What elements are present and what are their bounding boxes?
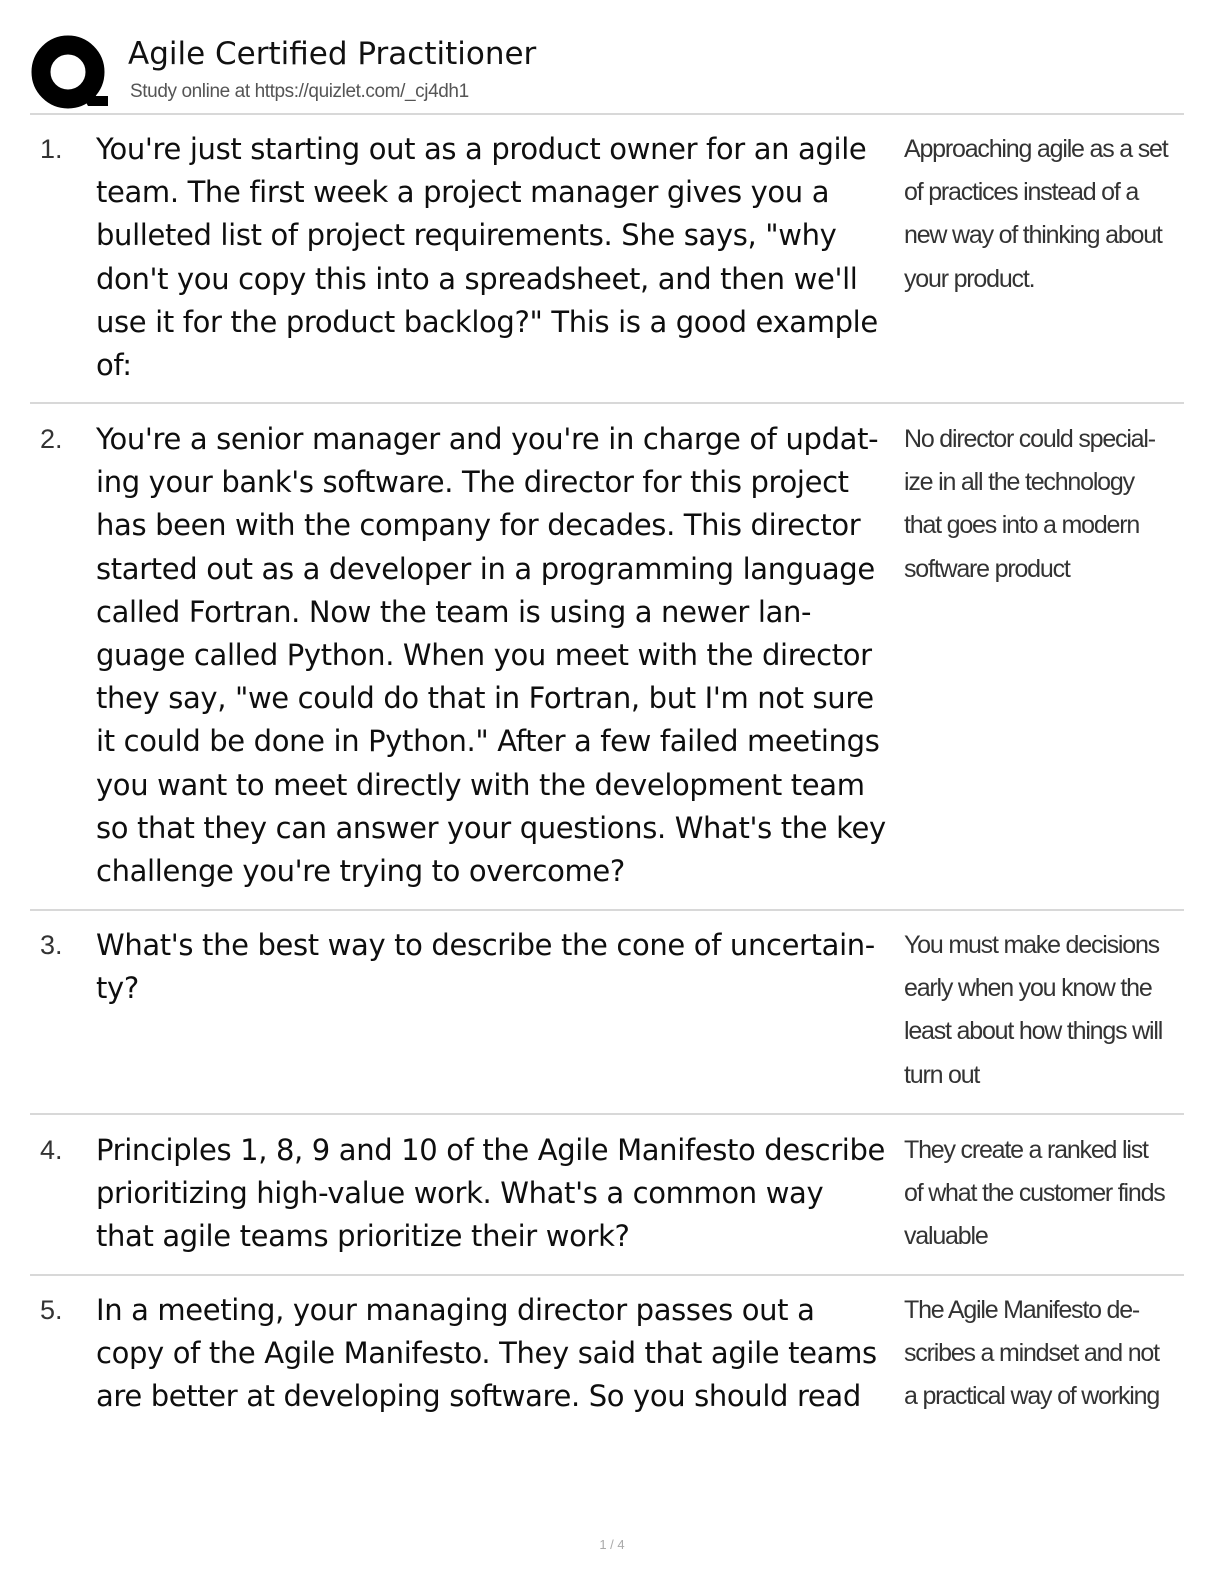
page-title: Agile Certified Practitioner [128,36,537,72]
card-divider [30,909,1184,911]
card-question: Principles 1, 8, 9 and 10 of the Agile Manifesto describe prioritizing high-value work. What's a common way that agile teams prioritize their work? [96,1133,886,1254]
card-question: You're just starting out as a product owner for an agile team. The first week a project manager gives you a bulleted list of project requirements. She says, "why don't you copy this into a spreadsheet, and then we'll use it for the product backlog?" This is a good example of: [96,132,878,383]
card-divider [30,402,1184,404]
card-question: In a meeting, your managing director passes out a copy of the Agile Manifesto. They said that agile teams are better at developing software. So you should read [96,1293,877,1414]
page-number: 1 / 4 [599,1537,625,1552]
card-answer: They create a ranked list of what the customer finds valuable [904,1136,1165,1251]
card-number: 1. [40,134,63,164]
page-header [28,30,1188,114]
card-number: 2. [40,424,63,454]
card-answer: No director could special- ize in all the technology that goes into a modern software product [904,425,1155,583]
card-divider [30,1274,1184,1276]
quizlet-logo-icon [30,34,110,114]
card-answer: The Agile Manifesto de- scribes a mindset and not a practical way of working [904,1296,1160,1411]
card-question: You're a senior manager and you're in charge of updat- ing your bank's software. The director for this project has been with the company for decades. This director started out as a developer in a programming language called Fortran. Now the team is using a newer lan- guage called Python. When you meet with the director they say, "we could do that in Fortran, but I'm not sure it could be done in Python." After a few failed meetings you want to meet directly with the development team so that they can answer your questions. What's the key challenge you're trying to overcome? [96,422,886,889]
card-number: 5. [40,1295,63,1325]
study-online-link[interactable]: Study online at https://quizlet.com/_cj4dh1 [130,81,469,102]
card-answer: You must make decisions early when you know the least about how things will turn out [904,931,1163,1089]
card-answer: Approaching agile as a set of practices instead of a new way of thinking about your product. [904,135,1168,293]
card-number: 3. [40,930,63,960]
card-divider [30,1113,1184,1115]
header-divider [30,113,1184,115]
card-number: 4. [40,1135,63,1165]
card-question: What's the best way to describe the cone of uncertain- ty? [96,928,875,1006]
